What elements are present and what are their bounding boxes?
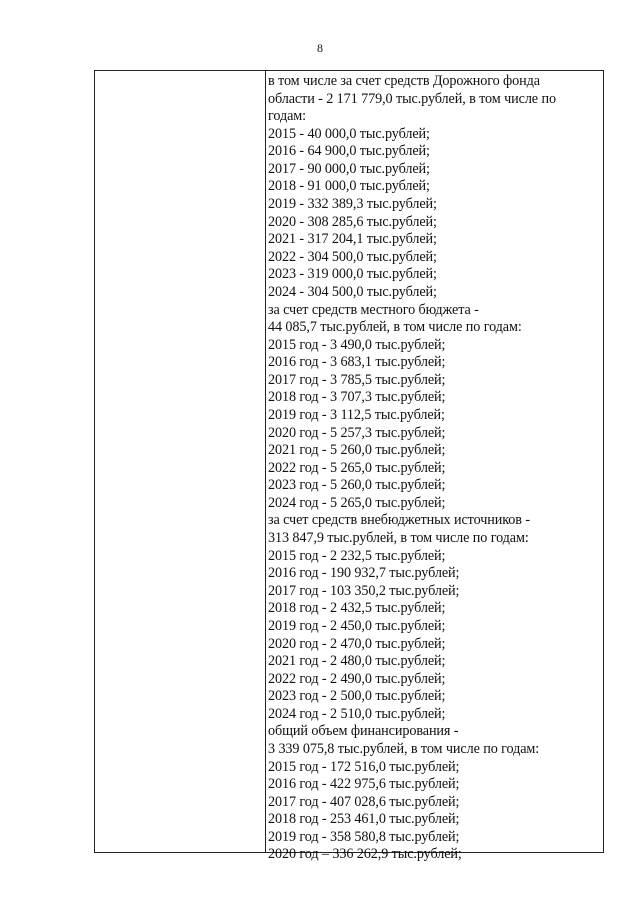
text-line: 2017 - 90 000,0 тыс.рублей; [268,160,430,177]
text-line: 2017 год - 103 350,2 тыс.рублей; [268,582,460,599]
text-line: 2019 год - 2 450,0 тыс.рублей; [268,617,446,634]
text-line: 2015 год - 172 516,0 тыс.рублей; [268,758,460,775]
text-line: 2022 - 304 500,0 тыс.рублей; [268,248,437,265]
text-line: 2018 год - 2 432,5 тыс.рублей; [268,600,446,617]
text-line: 2017 год - 407 028,6 тыс.рублей; [268,793,460,810]
text-line: в том числе за счет средств Дорожного фонда [268,73,540,89]
text-line: 2021 год - 2 480,0 тыс.рублей; [268,653,446,670]
text-line: 313 847,9 тыс.рублей, в том числе по годам: [268,530,529,547]
text-line: 2020 год – 336 262,9 тыс.рублей; [268,846,462,863]
text-line: 44 085,7 тыс.рублей, в том числе по годам: [268,319,522,336]
text-line: 2023 - 319 000,0 тыс.рублей; [268,266,437,283]
text-line: 2024 год - 2 510,0 тыс.рублей; [268,705,446,722]
text-line: 2023 год - 5 260,0 тыс.рублей; [268,477,446,494]
text-line: 2015 год - 3 490,0 тыс.рублей; [268,336,446,353]
text-line: области - 2 171 779,0 тыс.рублей, в том числе по [268,90,556,107]
text-line: 3 339 075,8 тыс.рублей, в том числе по годам: [268,740,540,757]
text-line: за счет средств местного бюджета - [268,301,479,318]
text-line: 2021 год - 5 260,0 тыс.рублей; [268,442,446,459]
text-line: 2018 год - 3 707,3 тыс.рублей; [268,389,446,406]
text-line: 2015 - 40 000,0 тыс.рублей; [268,125,430,142]
column-divider [265,71,266,852]
text-line: 2018 год - 253 461,0 тыс.рублей; [268,811,460,828]
text-line: 2017 год - 3 785,5 тыс.рублей; [268,371,446,388]
text-line: 2022 год - 5 265,0 тыс.рублей; [268,459,446,476]
text-line: 2019 год - 3 112,5 тыс.рублей; [268,406,445,423]
text-line: 2015 год - 2 232,5 тыс.рублей; [268,547,446,564]
text-line: 2020 год - 5 257,3 тыс.рублей; [268,424,446,441]
page-number: 8 [317,41,323,55]
text-line: 2016 год - 422 975,6 тыс.рублей; [268,776,460,793]
text-line: за счет средств внебюджетных источников - [268,512,530,529]
text-line: 2023 год - 2 500,0 тыс.рублей; [268,688,446,705]
funding-table [94,70,604,863]
text-line: 2020 год - 2 470,0 тыс.рублей; [268,635,446,652]
text-line: 2022 год - 2 490,0 тыс.рублей; [268,670,446,687]
text-line: 2024 год - 5 265,0 тыс.рублей; [268,494,446,511]
text-line: 2019 - 332 389,3 тыс.рублей; [268,196,437,213]
text-line: 2019 год - 358 580,8 тыс.рублей; [268,828,460,845]
text-line: годам: [268,108,306,125]
text-line: 2021 - 317 204,1 тыс.рублей; [268,231,437,248]
text-line: 2020 - 308 285,6 тыс.рублей; [268,213,437,230]
text-line: 2016 год - 3 683,1 тыс.рублей; [268,354,446,371]
text-line: 2024 - 304 500,0 тыс.рублей; [268,283,437,300]
text-line: 2016 год - 190 932,7 тыс.рублей; [268,565,460,582]
table-right-cell [268,73,599,863]
text-line: 2018 - 91 000,0 тыс.рублей; [268,178,430,195]
text-line: 2016 - 64 900,0 тыс.рублей; [268,143,430,160]
text-line: общий объем финансирования - [268,723,459,740]
